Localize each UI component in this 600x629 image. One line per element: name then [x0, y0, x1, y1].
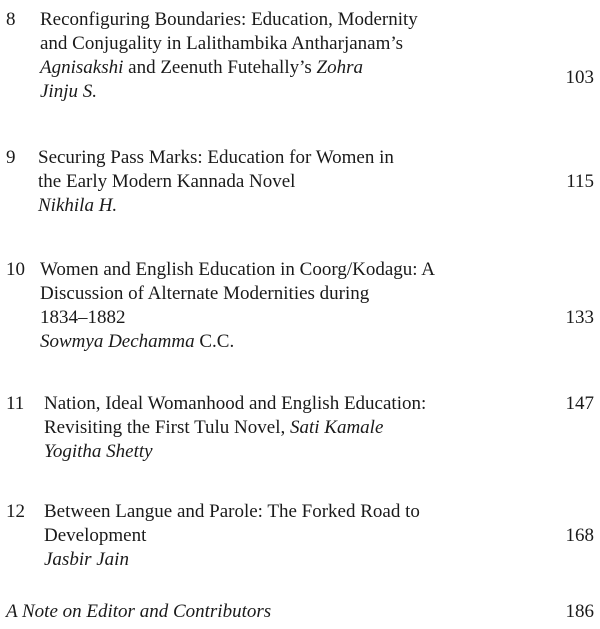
- page-number: 168: [565, 525, 594, 546]
- chapter-title-line: Discussion of Alternate Modernities during: [40, 283, 370, 304]
- chapter-title-line: Between Langue and Parole: The Forked Road to: [44, 501, 420, 522]
- chapter-title-line: Reconfiguring Boundaries: Education, Modernity: [40, 9, 418, 30]
- page-number: 103: [565, 67, 594, 88]
- chapter-title-line: Development: [44, 525, 147, 546]
- chapter-author: Jasbir Jain: [44, 549, 129, 570]
- toc-entry-contributors-note[interactable]: [6, 600, 594, 624]
- chapter-title-line: Revisiting the First Tulu Novel, Sati Kamale: [44, 417, 384, 438]
- chapter-title-line: Securing Pass Marks: Education for Women in: [38, 147, 394, 168]
- work-title: Agnisakshi: [40, 57, 124, 78]
- note-title: A Note on Editor and Contributors: [6, 601, 272, 622]
- chapter-number: 10: [6, 259, 25, 280]
- page-number: 133: [565, 307, 594, 328]
- page-number: 186: [565, 601, 594, 622]
- page-number: 115: [566, 171, 594, 192]
- chapter-author: Nikhila H.: [38, 195, 118, 216]
- chapter-author: Yogitha Shetty: [44, 441, 153, 462]
- chapter-title-line: 1834–1882: [40, 307, 126, 328]
- chapter-title-line: the Early Modern Kannada Novel: [38, 171, 296, 192]
- work-title: Sati Kamale: [289, 417, 384, 438]
- chapter-title-line: and Conjugality in Lalithambika Antharjanam’s: [40, 33, 404, 54]
- chapter-title-line: Agnisakshi and Zeenuth Futehally’s Zohra: [40, 57, 363, 78]
- chapter-number: 11: [6, 393, 25, 414]
- chapter-title-line: Nation, Ideal Womanhood and English Education:: [44, 393, 427, 414]
- chapter-author: Sowmya Dechamma C.C.: [40, 331, 235, 352]
- chapter-author: Jinju S.: [40, 81, 97, 102]
- work-title: Zohra: [316, 57, 363, 78]
- chapter-number: 12: [6, 501, 25, 522]
- chapter-number: 9: [6, 147, 16, 168]
- chapter-number: 8: [6, 9, 16, 30]
- chapter-title-line: Women and English Education in Coorg/Kodagu: A: [40, 259, 435, 280]
- page-number: 147: [565, 393, 594, 414]
